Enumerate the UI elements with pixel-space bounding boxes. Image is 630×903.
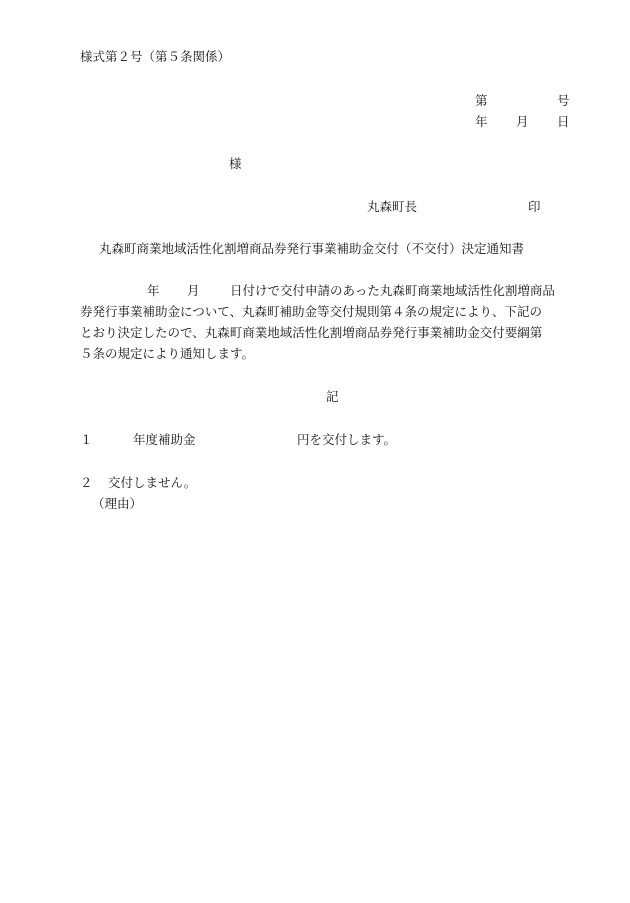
form-label: 様式第２号（第５条関係）	[80, 49, 231, 64]
date-day: 日	[557, 114, 570, 129]
body-line3: とおり決定したので、丸森町商業地域活性化割増商品券発行事業補助金交付要綱第	[80, 325, 543, 340]
date-year: 年	[475, 114, 488, 129]
item1-rest: 円を交付します。	[297, 432, 397, 447]
issuer-seal: 印	[528, 199, 541, 214]
body-line4: ５条の規定により通知します。	[80, 346, 255, 361]
item1-number: １	[80, 432, 93, 447]
body-month: 月	[187, 283, 200, 298]
ki-heading: 記	[326, 389, 339, 404]
item2-number: ２	[80, 475, 93, 490]
body-line1: 日付けで交付申請のあった丸森町商業地域活性化割増商品	[230, 283, 555, 298]
item2-text: 交付しません。	[108, 475, 197, 490]
addressee-suffix: 様	[229, 156, 242, 171]
item2-reason: （理由）	[92, 496, 143, 511]
body-line2: 券発行事業補助金について、丸森町補助金等交付規則第４条の規定により、下記の	[80, 304, 543, 319]
item1-label: 年度補助金	[133, 432, 196, 447]
doc-number-suffix: 号	[557, 93, 570, 108]
doc-number-prefix: 第	[475, 93, 488, 108]
document-title: 丸森町商業地域活性化割増商品券発行事業補助金交付（不交付）決定通知書	[99, 241, 525, 256]
date-month: 月	[516, 114, 529, 129]
body-year: 年	[147, 283, 160, 298]
issuer-title: 丸森町長	[367, 199, 418, 214]
